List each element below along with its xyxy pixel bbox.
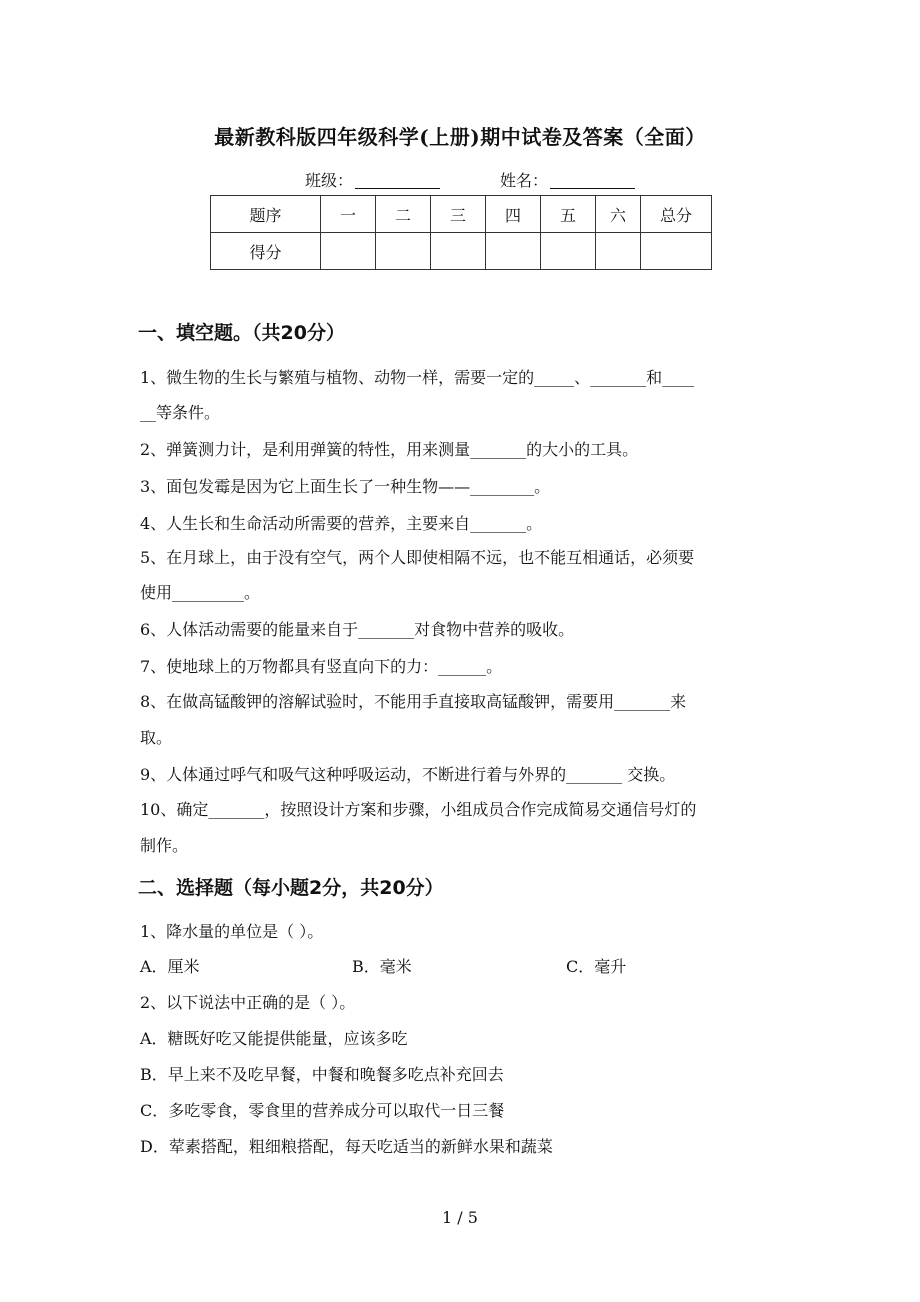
score-input-cell[interactable]: [321, 233, 376, 270]
score-input-cell[interactable]: [641, 233, 712, 270]
name-field: [500, 168, 635, 191]
page-number: 1 / 5: [442, 1208, 478, 1227]
option-b[interactable]: B．早上来不及吃早餐，中餐和晚餐多吃点补充回去: [140, 1065, 504, 1084]
option-a[interactable]: A．厘米: [140, 957, 200, 976]
table-cell: 总分: [641, 196, 712, 233]
option-c[interactable]: C．多吃零食，零食里的营养成分可以取代一日三餐: [140, 1101, 505, 1120]
score-input-cell[interactable]: [541, 233, 596, 270]
section-heading-fill-blank: 一、填空题。（共20分）: [138, 322, 345, 344]
class-label: 班级：: [305, 171, 354, 190]
table-cell: 四: [486, 196, 541, 233]
table-cell: 五: [541, 196, 596, 233]
question-line: 7、使地球上的万物都具有竖直向下的力：______。: [140, 657, 503, 676]
option-a[interactable]: A．糖既好吃又能提供能量，应该多吃: [140, 1029, 408, 1048]
score-input-cell[interactable]: [376, 233, 431, 270]
option-d[interactable]: D．荤素搭配，粗细粮搭配，每天吃适当的新鲜水果和蔬菜: [140, 1137, 553, 1156]
name-blank: [550, 172, 635, 189]
question-line: 取。: [140, 728, 173, 747]
section-heading-multiple-choice: 二、选择题（每小题2分，共20分）: [138, 877, 444, 899]
question-line: 使用_________。: [140, 583, 261, 602]
table-cell: 题序: [211, 196, 321, 233]
table-cell: 二: [376, 196, 431, 233]
question-stem: 1、降水量的单位是（ ）。: [140, 922, 324, 941]
table-cell: 六: [596, 196, 641, 233]
score-input-cell[interactable]: [596, 233, 641, 270]
question-line: 10、确定_______，按照设计方案和步骤，小组成员合作完成简易交通信号灯的: [140, 800, 697, 819]
class-blank: [355, 172, 440, 189]
question-line: 5、在月球上，由于没有空气，两个人即使相隔不远，也不能互相通话，必须要: [140, 548, 695, 567]
score-input-cell[interactable]: [486, 233, 541, 270]
question-line: 2、弹簧测力计，是利用弹簧的特性，用来测量_______的大小的工具。: [140, 440, 639, 459]
question-line: 8、在做高锰酸钾的溶解试验时，不能用手直接取高锰酸钾，需要用_______来: [140, 692, 687, 711]
question-line: 制作。: [140, 836, 189, 855]
table-cell: 一: [321, 196, 376, 233]
score-input-cell[interactable]: [431, 233, 486, 270]
question-stem: 2、以下说法中正确的是（ ）。: [140, 993, 356, 1012]
question-line: 4、人生长和生命活动所需要的营养，主要来自_______。: [140, 514, 543, 533]
class-field: [305, 168, 440, 191]
question-line: 9、人体通过呼气和吸气这种呼吸运动，不断进行着与外界的_______ 交换。: [140, 765, 676, 784]
score-table-header-row: [211, 196, 712, 233]
table-cell: 得分: [211, 233, 321, 270]
table-cell: 三: [431, 196, 486, 233]
question-line: 1、微生物的生长与繁殖与植物、动物一样，需要一定的_____、_______和____: [140, 368, 695, 387]
exam-title: 最新教科版四年级科学(上册)期中试卷及答案（全面）: [214, 125, 706, 149]
option-c[interactable]: C．毫升: [566, 957, 627, 976]
question-line: 3、面包发霉是因为它上面生长了一种生物——________。: [140, 477, 551, 496]
question-line: __等条件。: [140, 403, 221, 422]
score-table-score-row: [211, 233, 712, 270]
score-table: [210, 195, 712, 270]
name-label: 姓名：: [500, 171, 549, 190]
question-line: 6、人体活动需要的能量来自于_______对食物中营养的吸收。: [140, 620, 575, 639]
option-b[interactable]: B．毫米: [352, 957, 412, 976]
